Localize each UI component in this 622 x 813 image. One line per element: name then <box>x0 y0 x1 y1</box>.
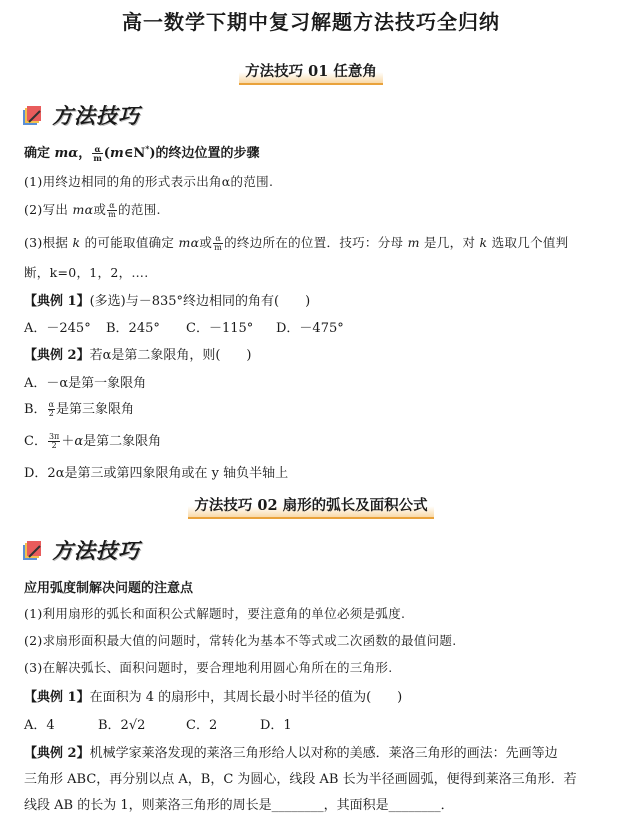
page-title: 高一数学下期中复习解题方法技巧全归纳 <box>122 10 500 34</box>
section-heading-01: 方法技巧 01 任意角 <box>0 59 622 81</box>
s2-example-1-options <box>24 714 292 733</box>
step-2: (2)写出 mα或 $\frac{\alpha}{m}$ 的范围. <box>24 201 161 219</box>
option-d: D．1 <box>260 718 292 733</box>
option-b: B．245° <box>106 321 160 336</box>
step-3: (3)根据 k 的可能取值确定 mα或 $\frac{\alpha}{m}$ 的终边所在的位置．技巧：分母 m 是几，对 k 选取几个值判 <box>24 234 569 252</box>
example-2-option-c: C． $\frac{3\pi}{2}$ ＋α是第二象限角 <box>24 432 162 450</box>
s2-step-3: (3)在解决弧长、面积问题时，要合理地利用圆心角所在的三角形. <box>24 660 393 675</box>
s2-example-2-line1: 【典例 2】机械学家莱洛发现的莱洛三角形给人以对称的美感．莱洛三角形的画法：先画等边 <box>24 746 558 761</box>
example-2-option-d: D．2α是第三或第四象限角或在 y 轴负半轴上 <box>24 466 289 481</box>
example-1-question: 【典例 1】(多选)与－835°终边相同的角有( ) <box>24 294 311 309</box>
s2-example-2-line3: 线段 AB 的长为 1，则莱洛三角形的周长是________，其面积是________． <box>24 798 454 813</box>
book-pen-icon <box>20 104 44 128</box>
step-3-cont: 断，k=0，1，2，…. <box>24 265 149 280</box>
option-c: C．2 <box>186 718 218 733</box>
section-heading-02: 方法技巧 02 扇形的弧长及面积公式 <box>0 493 622 515</box>
s2-step-2: (2)求扇形面积最大值的问题时，常转化为基本不等式或二次函数的最值问题. <box>24 633 457 648</box>
option-d: D．－475° <box>276 321 344 336</box>
option-a: A．4 <box>24 718 55 733</box>
section-02-subtitle: 应用弧度制解决问题的注意点 <box>24 581 194 596</box>
s2-example-1-question: 【典例 1】在面积为 4 的扇形中，其周长最小时半径的值为( ) <box>24 690 403 705</box>
option-c: C．－115° <box>186 321 254 336</box>
s2-example-2-line2: 三角形 ABC，再分别以点 A，B，C 为圆心，线段 AB 长为半径画圆弧，便得到莱洛三角形．若 <box>24 772 577 787</box>
option-b: B．2√2 <box>98 718 146 733</box>
book-pen-icon <box>20 539 44 563</box>
step-1: (1)用终边相同的角的形式表示出角α的范围. <box>24 174 274 189</box>
method-banner-02: 方法技巧 <box>20 535 160 567</box>
example-1-options <box>24 317 344 336</box>
section-01-subtitle: 确定 mα， $\frac{\alpha}{m}$ (m∈N*)的终边位置的步骤 <box>24 143 260 163</box>
example-2-option-b: B． $\frac{\alpha}{2}$ 是第三象限角 <box>24 400 134 418</box>
s2-step-1: (1)利用扇形的弧长和面积公式解题时，要注意角的单位必须是弧度. <box>24 606 406 621</box>
method-banner-01: 方法技巧 <box>20 100 160 132</box>
example-2-option-a: A．－α是第一象限角 <box>24 376 147 391</box>
option-a: A．－245° <box>24 321 91 336</box>
example-2-question: 【典例 2】若α是第二象限角，则( ) <box>24 348 252 363</box>
